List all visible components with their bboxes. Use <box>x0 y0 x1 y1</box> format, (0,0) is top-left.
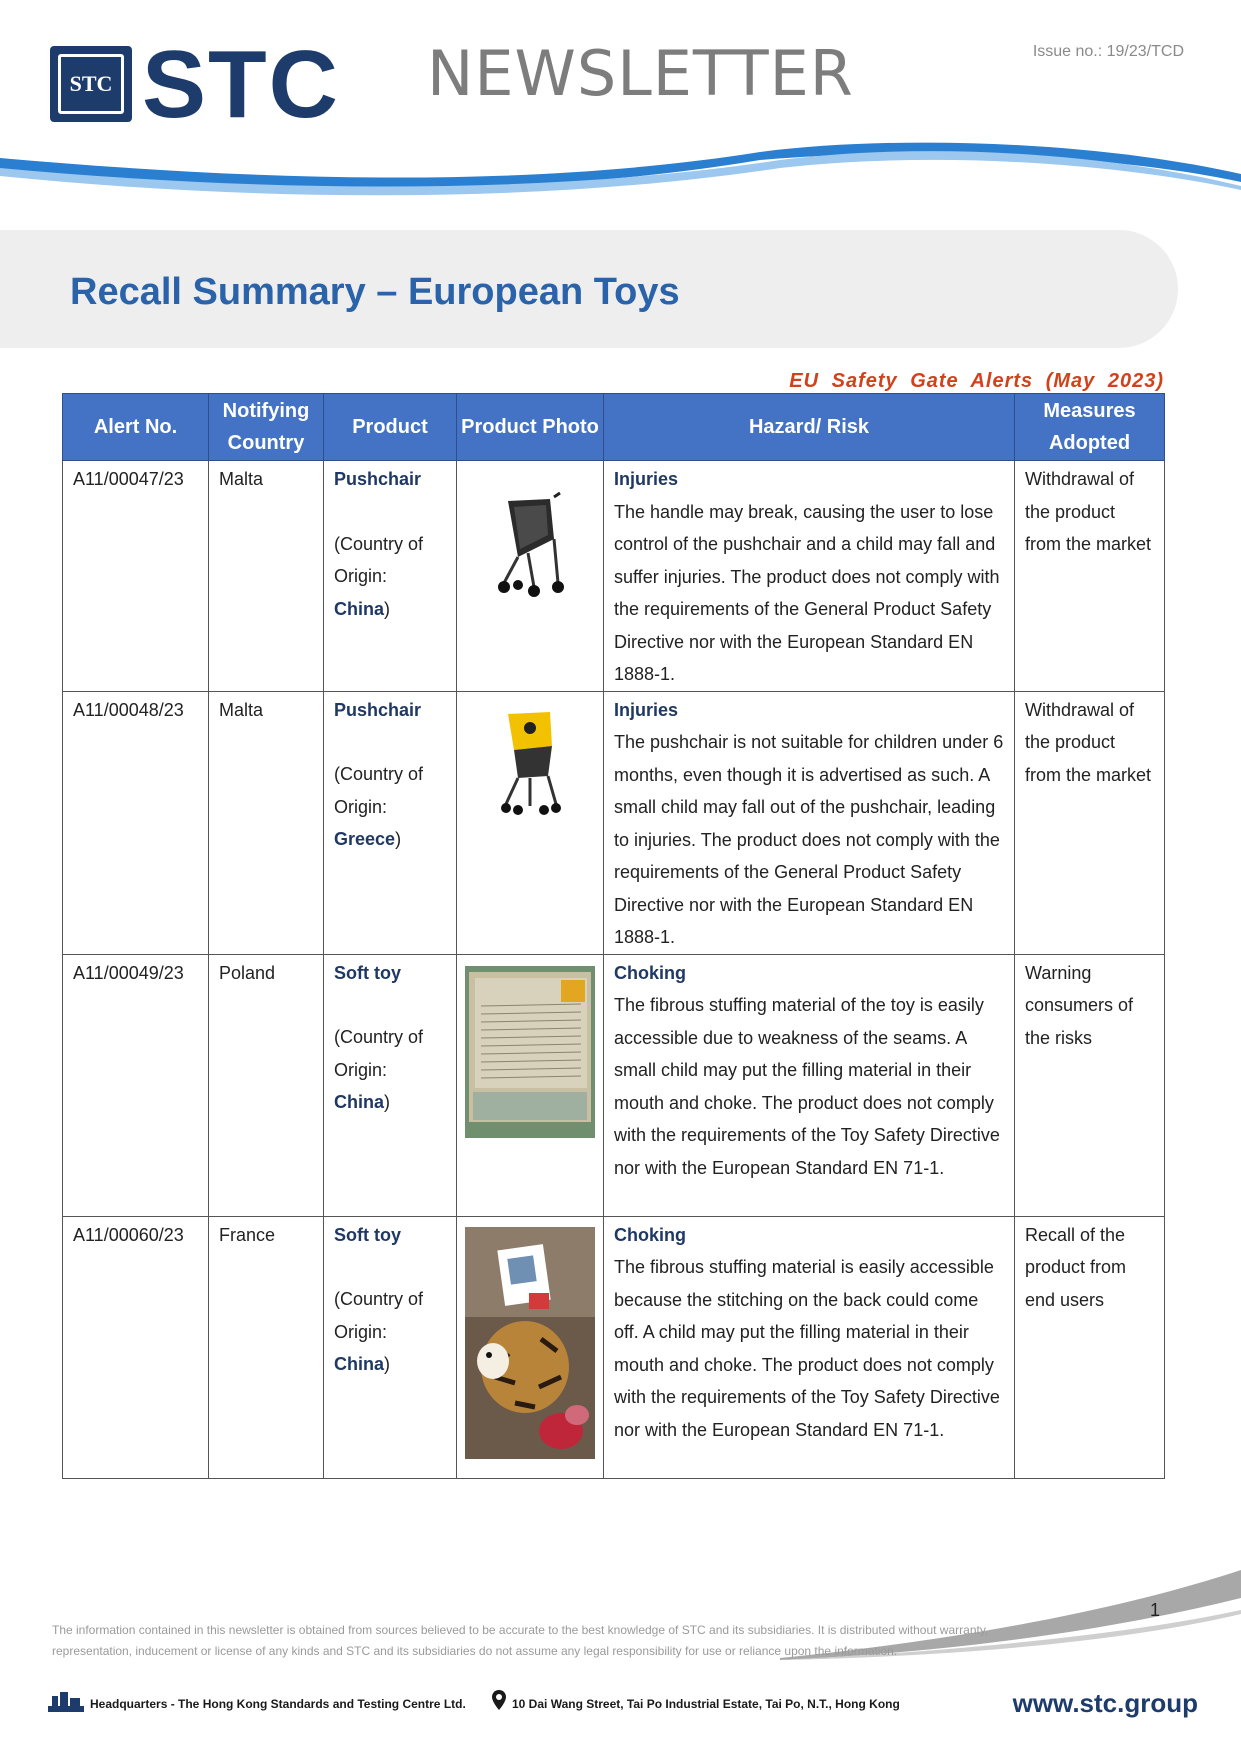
location-pin-icon <box>492 1690 506 1710</box>
header-product-photo: Product Photo <box>457 394 604 461</box>
website-link[interactable]: www.stc.group <box>1012 1688 1198 1718</box>
country-cell: Malta <box>209 691 324 954</box>
hazard-cell <box>604 461 1015 692</box>
hazard-cell <box>604 1216 1015 1478</box>
header-alert-no: Alert No. <box>63 394 209 461</box>
product-cell: Soft toy (Country of Origin: China) <box>324 1216 457 1478</box>
table-header-row <box>63 394 1165 461</box>
photo-cell <box>457 691 604 954</box>
table-row <box>63 461 1165 692</box>
table-row <box>63 691 1165 954</box>
photo-cell <box>457 954 604 1216</box>
packaged-soft-toy-photo <box>465 966 595 1138</box>
alert-no-cell: A11/00060/23 <box>63 1216 209 1478</box>
origin-country: Greece <box>334 829 396 849</box>
table-row <box>63 1216 1165 1478</box>
origin-prefix: (Country of Origin: <box>334 1289 424 1342</box>
table-row <box>63 954 1165 1216</box>
country-cell: France <box>209 1216 324 1478</box>
hazard-cell <box>604 691 1015 954</box>
product-name: Pushchair <box>334 699 422 720</box>
newsletter-label: NEWSLETTER <box>427 37 854 110</box>
hazard-text: The pushchair is not suitable for children under 6 months, even though it is advertised as such. A small child may fall out of the pushchair, leading to injuries. The product does not comply with the requirements of the General Product Safety Directive nor with the European Standard EN 1888-1. <box>614 732 1004 947</box>
hazard-cell <box>604 954 1015 1216</box>
hazard-title: Injuries <box>614 699 679 720</box>
product-name: Soft toy <box>334 962 401 983</box>
tiger-soft-toy-photo <box>465 1227 595 1459</box>
building-icon <box>48 1692 84 1712</box>
stc-logo-mark: STC <box>50 46 132 122</box>
recall-table <box>62 393 1165 1479</box>
header-product: Product <box>324 394 457 461</box>
measures-cell: Warning consumers of the risks <box>1015 954 1165 1216</box>
origin-country: China <box>334 598 385 619</box>
yellow-pushchair-photo <box>494 706 566 818</box>
disclaimer: The information contained in this newsletter is obtained from sources believed to be accurate to the best knowledge of STC and its subsidiaries. It is distributed without warranty, representation, inducement or license of any kinds and STC and its subsidiaries do not assume any legal responsibility for use or reliance upon the information. <box>52 1623 989 1658</box>
measures-cell: Withdrawal of the product from the market <box>1015 691 1165 954</box>
country-cell: Poland <box>209 954 324 1216</box>
alert-no-cell: A11/00049/23 <box>63 954 209 1216</box>
origin-country: China <box>334 1354 385 1374</box>
stc-logo <box>50 31 350 138</box>
footer-contact <box>48 1688 1198 1718</box>
product-name: Soft toy <box>334 1224 401 1245</box>
hazard-title: Injuries <box>614 469 679 489</box>
stc-logo-text: STC <box>142 31 340 138</box>
origin-country: China <box>334 1092 385 1112</box>
origin-prefix: (Country of Origin: <box>334 533 424 586</box>
origin-prefix: (Country of Origin: <box>334 764 424 817</box>
country-cell: Malta <box>209 461 324 692</box>
hazard-text: The fibrous stuffing material of the toy is easily accessible due to weakness of the seams. A small child may put the filling material in their mouth and choke. The product does not comply with the requirements of the Toy Safety Directive nor with the European Standard EN 71-1. <box>614 995 1000 1178</box>
alert-no-cell: A11/00048/23 <box>63 691 209 954</box>
page-number: 1 <box>1150 1600 1161 1620</box>
product-cell: Pushchair (Country of Origin: Greece) <box>324 691 457 954</box>
hazard-text: The fibrous stuffing material is easily accessible because the stitching on the back could come off. A child may put the filling material in their mouth and choke. The product does not comply with the requirements of the Toy Safety Directive nor with the European Standard EN 71-1. <box>614 1257 1000 1440</box>
photo-cell <box>457 461 604 692</box>
origin-prefix: (Country of Origin: <box>334 1027 424 1080</box>
hazard-title: Choking <box>614 1224 686 1245</box>
black-pushchair-photo <box>488 491 572 601</box>
page-title: Recall Summary – European Toys <box>70 271 680 313</box>
measures-cell: Recall of the product from end users <box>1015 1216 1165 1478</box>
address-text: 10 Dai Wang Street, Tai Po Industrial Estate, Tai Po, N.T., Hong Kong <box>512 1697 900 1711</box>
header-notifying-country: Notifying Country <box>209 394 324 461</box>
measures-cell: Withdrawal of the product from the market <box>1015 461 1165 692</box>
photo-cell <box>457 1216 604 1478</box>
hazard-text: The handle may break, causing the user to lose control of the pushchair and a child may fall and suffer injuries. The product does not comply with the requirements of the General Product Safety Directive nor with the European Standard EN 1888-1. <box>614 501 1000 684</box>
alert-no-cell: A11/00047/23 <box>63 461 209 692</box>
product-cell: Pushchair (Country of Origin: China) <box>324 461 457 692</box>
header-measures: Measures Adopted <box>1015 394 1165 461</box>
alert-caption: EU Safety Gate Alerts (May 2023) <box>789 370 1164 392</box>
hazard-title: Choking <box>614 962 686 983</box>
product-name: Pushchair <box>334 469 422 489</box>
header-hazard: Hazard/ Risk <box>604 394 1015 461</box>
header-swoosh-decoration <box>0 130 1241 210</box>
headquarters-text: Headquarters - The Hong Kong Standards and Testing Centre Ltd. <box>90 1697 466 1711</box>
issue-number: Issue no.: 19/23/TCD <box>1032 43 1184 60</box>
product-cell: Soft toy (Country of Origin: China) <box>324 954 457 1216</box>
